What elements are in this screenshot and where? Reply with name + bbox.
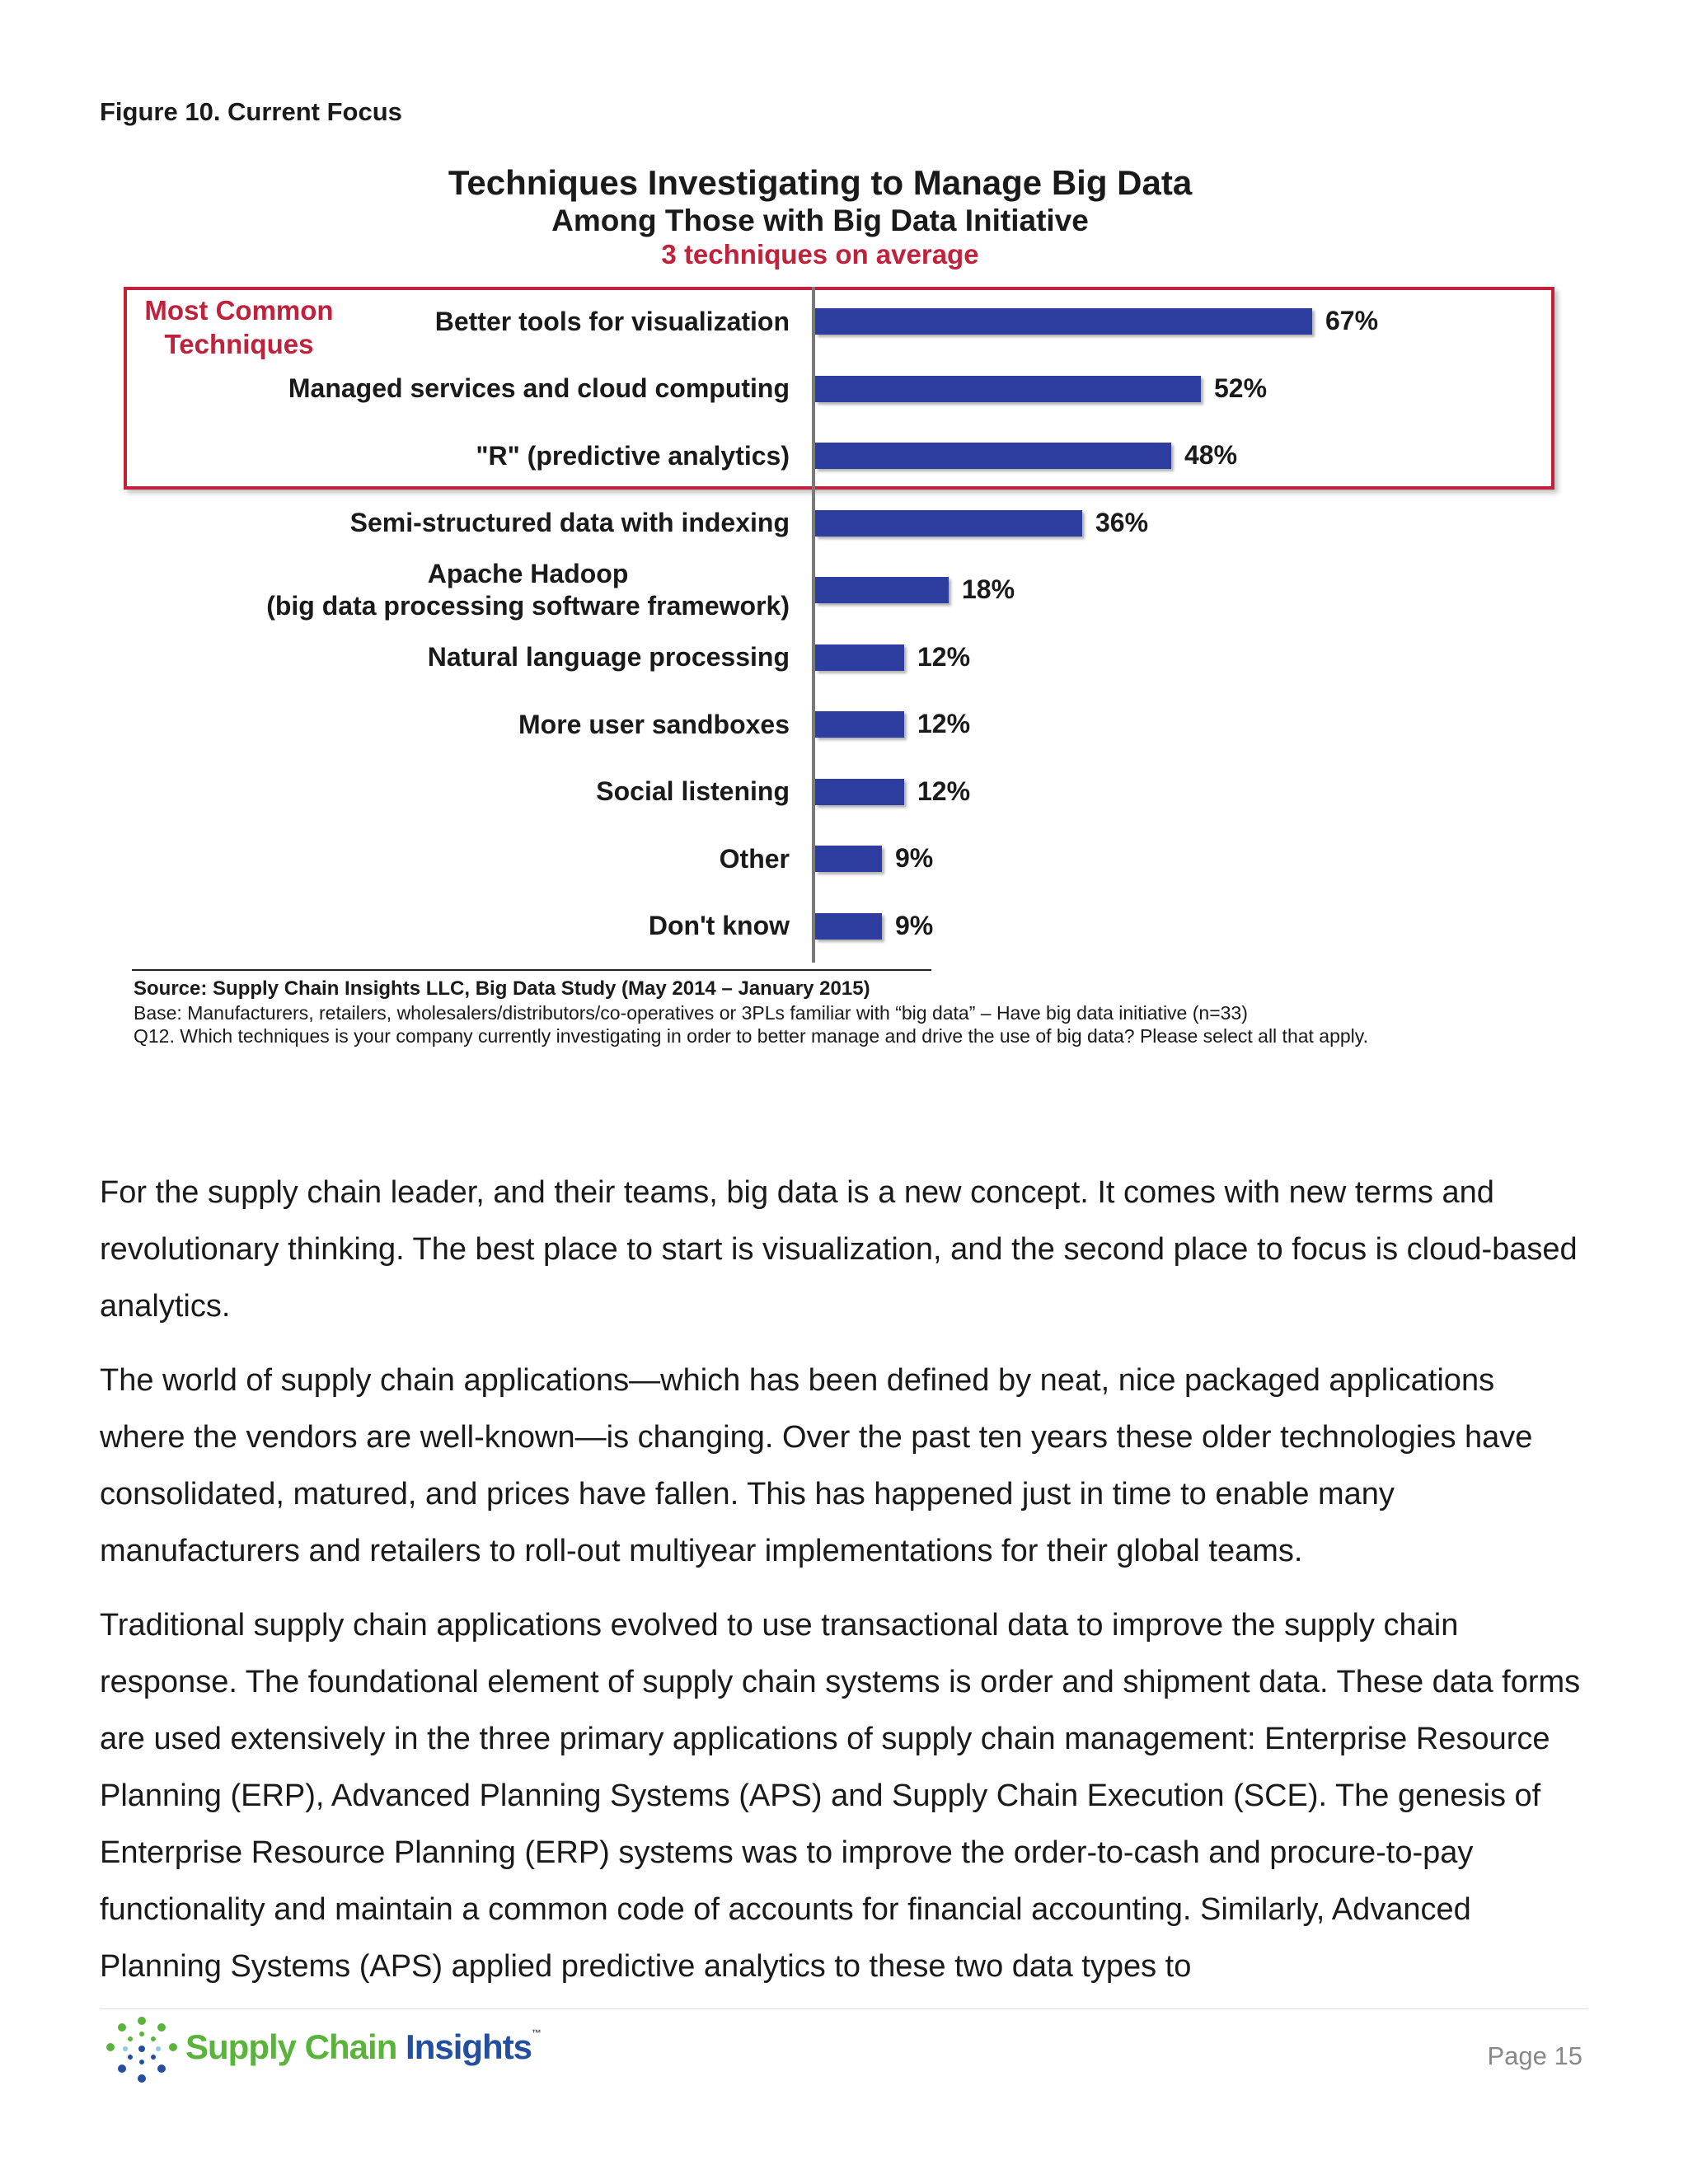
category-label [288, 373, 790, 405]
category-label-line: Social listening [596, 776, 790, 806]
category-label [350, 507, 790, 539]
bar-value-label: 9% [895, 910, 934, 940]
category-label-line: Don't know [648, 911, 790, 940]
bar-value-label: 12% [917, 776, 971, 806]
bar-value-label: 12% [917, 709, 971, 738]
category-label-line: Other [719, 843, 790, 874]
category-label-line: Better tools for visualization [434, 306, 790, 336]
chart-subtitle: Among Those with Big Data Initiative [551, 204, 1089, 237]
bar-value-label: 9% [895, 843, 934, 873]
bar-value-label: 12% [917, 641, 971, 672]
category-label [428, 641, 790, 673]
chart-title: Techniques Investigating to Manage Big Data [448, 163, 1193, 202]
source-title: Source: Supply Chain Insights LLC, Big Data Study (May 2014 – January 2015) [134, 977, 870, 1000]
bar [815, 846, 882, 872]
bar [815, 376, 1201, 402]
logo-text-part2: Insights [406, 2027, 532, 2066]
bar-value-label: 52% [1214, 373, 1268, 403]
logo-text [185, 2027, 541, 2067]
logo-trademark: ™ [532, 2027, 542, 2039]
bar [815, 577, 949, 603]
paragraph-2: The world of supply chain applications—which has been defined by neat, nice packaged applications where the vendors are well-known—is changing. Over the past ten years these older technologies have consolidated, matured, and prices have fallen. This has happened just in time to enable many manufacturers and retailers to roll-out multiyear implementations for their global teams. [100, 1363, 1533, 1568]
category-label [476, 440, 790, 472]
bar [815, 644, 904, 671]
highlight-label: Most Common Techniques [144, 295, 334, 359]
logo-text-part1: Supply Chain [185, 2027, 397, 2066]
category-label-line: (big data processing software framework) [266, 591, 790, 621]
category-label-line: More user sandboxes [518, 709, 790, 739]
bar [815, 913, 882, 940]
bar-value-label: 48% [1184, 440, 1238, 470]
supply-chain-insights-logo-icon [104, 2016, 180, 2088]
chart-note: 3 techniques on average [661, 239, 979, 269]
bar-value-label: 67% [1325, 306, 1379, 335]
category-label [266, 558, 790, 622]
bar [815, 510, 1082, 537]
bar [815, 443, 1171, 469]
page-number: Page 15 [1487, 2041, 1582, 2070]
source-question: Q12. Which techniques is your company currently investigating in order to better manage and drive the use of big data? Please select all that apply. [134, 1025, 1368, 1047]
paragraph-1: For the supply chain leader, and their teams, big data is a new concept. It comes with new terms and revolutionary thinking. The best place to start is visualization, and the second place to focus is cloud-based analytics. [100, 1175, 1578, 1324]
category-label-line: Managed services and cloud computing [288, 373, 790, 403]
category-label [720, 843, 790, 875]
category-label-line: Semi-structured data with indexing [349, 508, 790, 537]
category-label [435, 306, 790, 338]
bar [815, 779, 904, 805]
category-label [649, 910, 790, 942]
bar-value-label: 18% [962, 574, 1015, 604]
source-base: Base: Manufacturers, retailers, wholesalers/distributors/co-operatives or 3PLs familiar with “big data” – Have big data initiative (n=33) [134, 1002, 1248, 1024]
bar [815, 308, 1312, 335]
category-label-line: "R" (predictive analytics) [476, 440, 790, 471]
category-label-line: Apache Hadoop [427, 559, 629, 588]
category-label [518, 709, 790, 741]
bar-value-label: 36% [1095, 507, 1149, 537]
category-label-line: Natural language processing [427, 642, 790, 672]
footer-rule [100, 2008, 1588, 2009]
source-rule [132, 969, 931, 971]
figure-caption: Figure 10. Current Focus [100, 97, 402, 126]
bar [815, 711, 904, 738]
category-label [596, 776, 790, 808]
paragraph-3: Traditional supply chain applications evolved to use transactional data to improve the supply chain response. The foundational element of supply chain systems is order and shipment data. These data forms are used extensively in the three primary applications of supply chain management: Enterprise Resource Planning (ERP), Advanced Planning Systems (APS) and Supply Chain Execution (SCE). The genesis of Enterprise Resource Planning (ERP) systems was to improve the order-to-cash and procure-to-pay functionality and maintain a common code of accounts for financial accounting. Similarly, Advanced Planning Systems (APS) applied predictive analytics to these two data types to [100, 1608, 1581, 1984]
